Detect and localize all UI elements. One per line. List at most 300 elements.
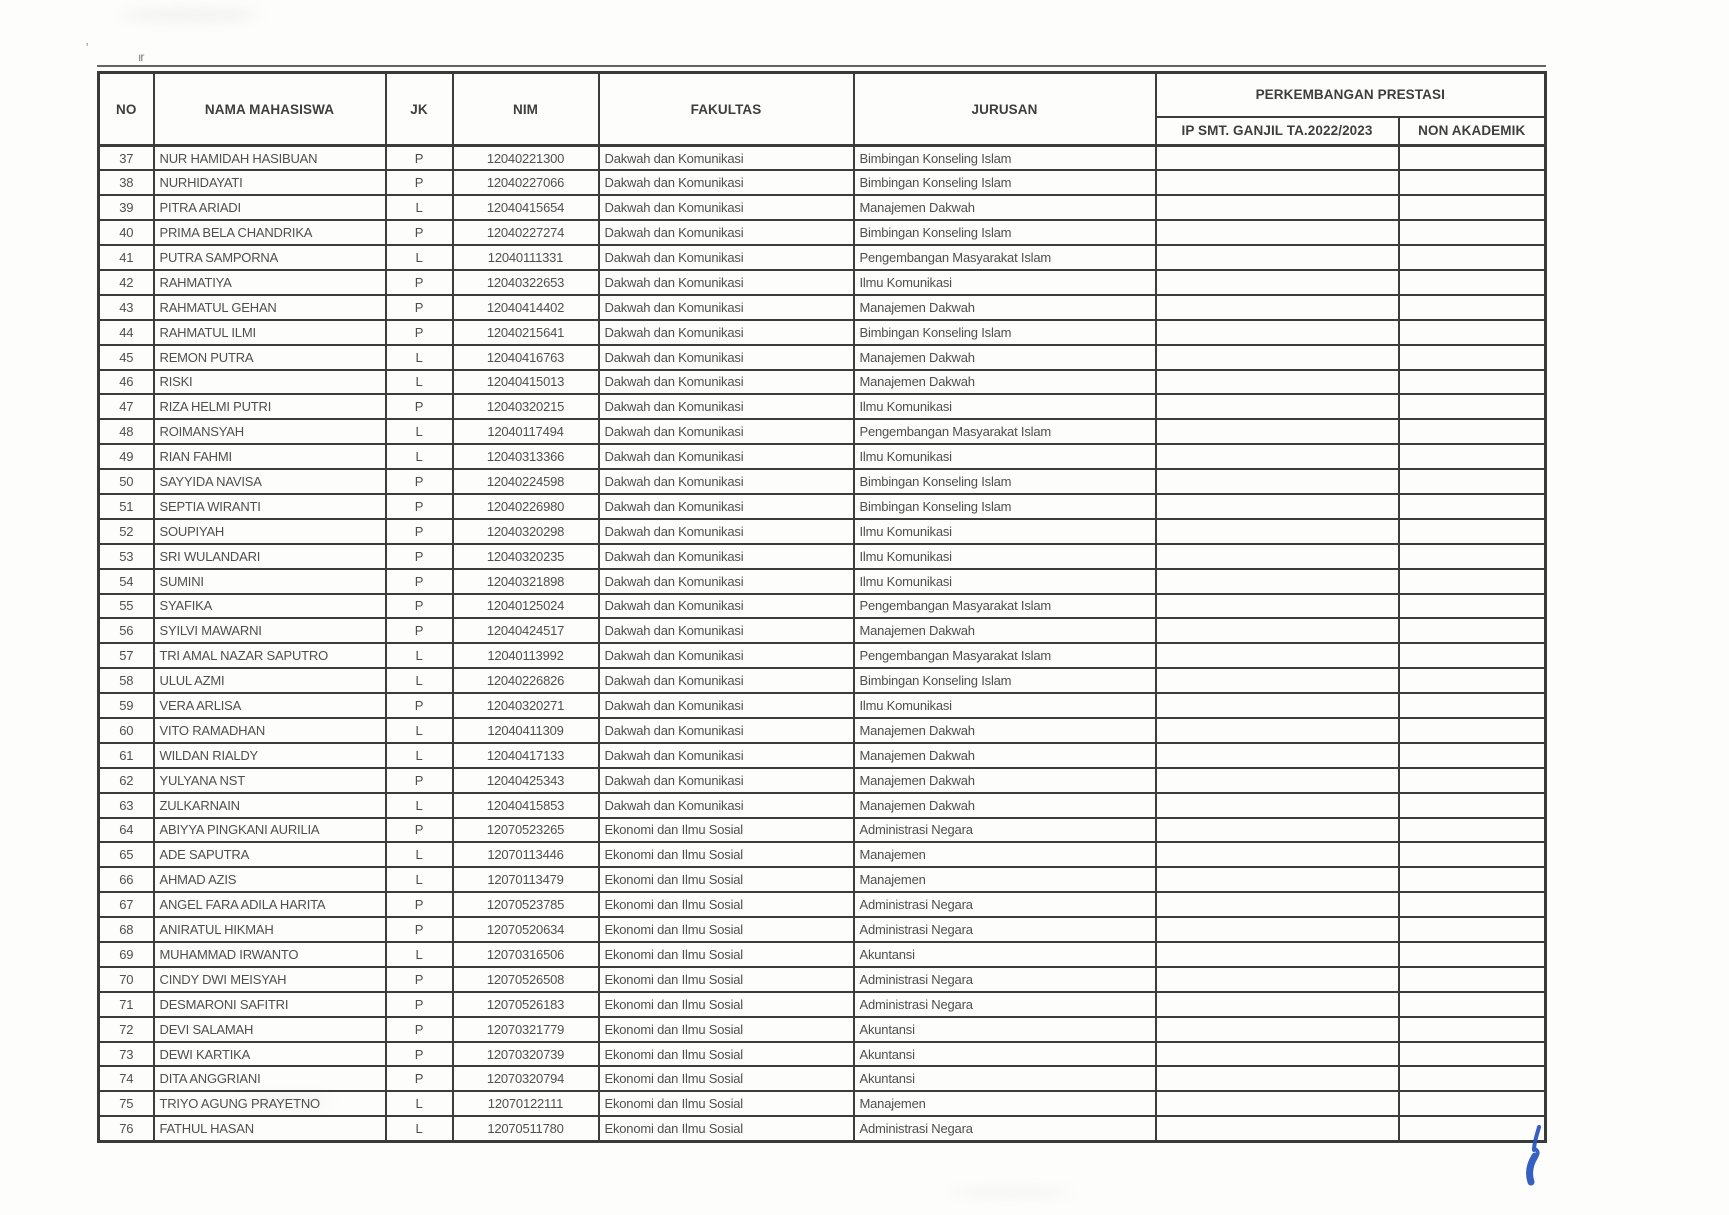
cell-jurusan: Administrasi Negara [854,892,1156,917]
cell-jurusan: Pengembangan Masyarakat Islam [854,643,1156,668]
cell-fakultas: Ekonomi dan Ilmu Sosial [599,967,854,992]
cell-non-akademik [1399,569,1546,594]
cell-ip-smt [1156,743,1399,768]
column-header-jk: JK [386,73,453,146]
cell-nim: 12040417133 [453,743,599,768]
cell-fakultas: Dakwah dan Komunikasi [599,544,854,569]
cell-ip-smt [1156,967,1399,992]
cell-non-akademik [1399,1017,1546,1042]
cell-no: 48 [99,419,154,444]
cell-nama: ROIMANSYAH [154,419,386,444]
cell-nama: DESMARONI SAFITRI [154,992,386,1017]
cell-fakultas: Dakwah dan Komunikasi [599,220,854,245]
cell-jk: L [386,444,453,469]
cell-non-akademik [1399,842,1546,867]
cell-jk: P [386,544,453,569]
cell-ip-smt [1156,519,1399,544]
cell-fakultas: Dakwah dan Komunikasi [599,320,854,345]
column-header-jurusan: JURUSAN [854,73,1156,146]
cell-ip-smt [1156,320,1399,345]
cell-jk: P [386,1042,453,1067]
cell-nim: 12040414402 [453,295,599,320]
table-row [99,519,1546,544]
cell-ip-smt [1156,170,1399,195]
cell-fakultas: Dakwah dan Komunikasi [599,668,854,693]
cell-jurusan: Pengembangan Masyarakat Islam [854,594,1156,619]
cell-jk: P [386,494,453,519]
cell-non-akademik [1399,992,1546,1017]
table-row [99,793,1546,818]
cell-jk: L [386,195,453,220]
cell-jk: L [386,867,453,892]
cell-nim: 12040117494 [453,419,599,444]
table-row [99,1017,1546,1042]
cell-ip-smt [1156,569,1399,594]
cell-nama: TRIYO AGUNG PRAYETNO [154,1091,386,1116]
cell-ip-smt [1156,245,1399,270]
cell-jurusan: Manajemen Dakwah [854,793,1156,818]
cell-fakultas: Ekonomi dan Ilmu Sosial [599,992,854,1017]
cell-nim: 12040226980 [453,494,599,519]
cell-jk: L [386,942,453,967]
cell-jurusan: Ilmu Komunikasi [854,693,1156,718]
cell-jurusan: Manajemen Dakwah [854,718,1156,743]
cell-jurusan: Akuntansi [854,1066,1156,1091]
cell-jk: P [386,818,453,843]
table-row [99,1091,1546,1116]
cell-nama: ANGEL FARA ADILA HARITA [154,892,386,917]
student-table-body [99,146,1546,1142]
cell-ip-smt [1156,220,1399,245]
cell-jk: P [386,146,453,171]
cell-no: 74 [99,1066,154,1091]
cell-fakultas: Ekonomi dan Ilmu Sosial [599,1116,854,1141]
cell-fakultas: Dakwah dan Komunikasi [599,295,854,320]
cell-jk: P [386,594,453,619]
cell-nama: WILDAN RIALDY [154,743,386,768]
cell-non-akademik [1399,967,1546,992]
table-row [99,1116,1546,1141]
table-row [99,942,1546,967]
cell-non-akademik [1399,942,1546,967]
cell-nama: SAYYIDA NAVISA [154,469,386,494]
cell-nim: 12040320215 [453,394,599,419]
cell-ip-smt [1156,1017,1399,1042]
cell-ip-smt [1156,618,1399,643]
cell-nim: 12070122111 [453,1091,599,1116]
cell-jurusan: Manajemen [854,867,1156,892]
table-row [99,743,1546,768]
cell-nim: 12040320298 [453,519,599,544]
table-row [99,370,1546,395]
cell-jurusan: Pengembangan Masyarakat Islam [854,245,1156,270]
cell-no: 58 [99,668,154,693]
cell-non-akademik [1399,519,1546,544]
cell-no: 75 [99,1091,154,1116]
cell-fakultas: Dakwah dan Komunikasi [599,519,854,544]
cell-fakultas: Dakwah dan Komunikasi [599,643,854,668]
cell-nim: 12070523785 [453,892,599,917]
cell-jk: L [386,718,453,743]
cell-jk: P [386,170,453,195]
table-row [99,419,1546,444]
cell-fakultas: Dakwah dan Komunikasi [599,768,854,793]
cell-non-akademik [1399,594,1546,619]
cell-non-akademik [1399,469,1546,494]
cell-nim: 12070511780 [453,1116,599,1141]
cell-non-akademik [1399,444,1546,469]
cell-jk: P [386,220,453,245]
cell-jk: P [386,1066,453,1091]
cell-nama: PRIMA BELA CHANDRIKA [154,220,386,245]
cell-nama: ZULKARNAIN [154,793,386,818]
cell-no: 51 [99,494,154,519]
cell-nim: 12070113446 [453,842,599,867]
cell-no: 57 [99,643,154,668]
cell-nim: 12040113992 [453,643,599,668]
cell-jk: P [386,917,453,942]
cell-non-akademik [1399,668,1546,693]
cell-no: 43 [99,295,154,320]
table-row [99,867,1546,892]
table-row [99,693,1546,718]
cell-non-akademik [1399,220,1546,245]
cell-nama: REMON PUTRA [154,345,386,370]
cell-no: 61 [99,743,154,768]
cell-nama: ULUL AZMI [154,668,386,693]
student-roster-table [97,71,1546,1143]
cell-jk: P [386,569,453,594]
cell-non-akademik [1399,345,1546,370]
column-header-nama: NAMA MAHASISWA [154,73,386,146]
cell-jk: L [386,668,453,693]
cell-no: 62 [99,768,154,793]
cell-fakultas: Dakwah dan Komunikasi [599,569,854,594]
cell-ip-smt [1156,370,1399,395]
cell-fakultas: Dakwah dan Komunikasi [599,270,854,295]
table-row [99,1042,1546,1067]
cell-jurusan: Bimbingan Konseling Islam [854,469,1156,494]
column-subheader-non-akademik: NON AKADEMIK [1399,117,1546,146]
cell-ip-smt [1156,718,1399,743]
cell-ip-smt [1156,195,1399,220]
cell-ip-smt [1156,295,1399,320]
cell-no: 46 [99,370,154,395]
cell-jurusan: Akuntansi [854,1017,1156,1042]
cell-nama: RIAN FAHMI [154,444,386,469]
cell-ip-smt [1156,494,1399,519]
cell-nim: 12040415654 [453,195,599,220]
cell-no: 44 [99,320,154,345]
table-row [99,917,1546,942]
cell-nim: 12040320235 [453,544,599,569]
cell-fakultas: Dakwah dan Komunikasi [599,146,854,171]
cell-fakultas: Ekonomi dan Ilmu Sosial [599,818,854,843]
cell-nama: NURHIDAYATI [154,170,386,195]
cell-nama: ANIRATUL HIKMAH [154,917,386,942]
cell-non-akademik [1399,170,1546,195]
column-header-perkembangan-prestasi: PERKEMBANGAN PRESTASI [1156,73,1546,117]
cell-jurusan: Manajemen Dakwah [854,345,1156,370]
cell-non-akademik [1399,743,1546,768]
cell-fakultas: Dakwah dan Komunikasi [599,419,854,444]
cell-fakultas: Dakwah dan Komunikasi [599,195,854,220]
table-row [99,818,1546,843]
cell-no: 76 [99,1116,154,1141]
cell-nim: 12040424517 [453,618,599,643]
cell-fakultas: Ekonomi dan Ilmu Sosial [599,1042,854,1067]
cell-non-akademik [1399,793,1546,818]
cell-jk: P [386,892,453,917]
cell-no: 72 [99,1017,154,1042]
cell-no: 40 [99,220,154,245]
cell-no: 42 [99,270,154,295]
cell-ip-smt [1156,693,1399,718]
table-row [99,1066,1546,1091]
cell-nama: PITRA ARIADI [154,195,386,220]
cell-non-akademik [1399,494,1546,519]
cell-fakultas: Dakwah dan Komunikasi [599,370,854,395]
cell-jurusan: Manajemen [854,1091,1156,1116]
cell-jurusan: Akuntansi [854,1042,1156,1067]
cell-non-akademik [1399,1066,1546,1091]
table-row [99,594,1546,619]
cell-no: 38 [99,170,154,195]
cell-nim: 12040226826 [453,668,599,693]
cell-nim: 12070520634 [453,917,599,942]
cell-jk: L [386,1116,453,1141]
cell-nama: RISKI [154,370,386,395]
cell-jurusan: Bimbingan Konseling Islam [854,494,1156,519]
table-row [99,494,1546,519]
cell-nim: 12040415853 [453,793,599,818]
cell-jurusan: Administrasi Negara [854,967,1156,992]
table-row [99,444,1546,469]
cell-nama: DEVI SALAMAH [154,1017,386,1042]
cell-nama: TRI AMAL NAZAR SAPUTRO [154,643,386,668]
cell-jurusan: Manajemen Dakwah [854,768,1156,793]
cell-nim: 12040313366 [453,444,599,469]
cell-nim: 12040415013 [453,370,599,395]
cell-no: 59 [99,693,154,718]
cell-jurusan: Manajemen Dakwah [854,743,1156,768]
cell-no: 54 [99,569,154,594]
cell-nama: SRI WULANDARI [154,544,386,569]
table-row [99,992,1546,1017]
cell-no: 70 [99,967,154,992]
cell-nama: NUR HAMIDAH HASIBUAN [154,146,386,171]
cell-fakultas: Dakwah dan Komunikasi [599,793,854,818]
cell-ip-smt [1156,942,1399,967]
cell-nama: SYILVI MAWARNI [154,618,386,643]
cell-jurusan: Ilmu Komunikasi [854,270,1156,295]
cell-no: 53 [99,544,154,569]
cell-jk: P [386,295,453,320]
cell-ip-smt [1156,992,1399,1017]
cell-nama: MUHAMMAD IRWANTO [154,942,386,967]
cell-nim: 12040425343 [453,768,599,793]
cell-fakultas: Ekonomi dan Ilmu Sosial [599,842,854,867]
cell-nim: 12040227066 [453,170,599,195]
table-row [99,718,1546,743]
cell-fakultas: Ekonomi dan Ilmu Sosial [599,1017,854,1042]
cell-non-akademik [1399,295,1546,320]
cell-ip-smt [1156,818,1399,843]
cell-no: 66 [99,867,154,892]
cell-no: 64 [99,818,154,843]
table-frame-double-line [97,65,1546,67]
table-row [99,569,1546,594]
cell-nama: SOUPIYAH [154,519,386,544]
cell-nama: RAHMATIYA [154,270,386,295]
cell-nim: 12070320739 [453,1042,599,1067]
cell-jk: L [386,643,453,668]
cell-ip-smt [1156,270,1399,295]
cell-nama: AHMAD AZIS [154,867,386,892]
cell-ip-smt [1156,146,1399,171]
cell-ip-smt [1156,594,1399,619]
table-header [99,73,1546,146]
cell-jurusan: Manajemen Dakwah [854,618,1156,643]
cell-ip-smt [1156,892,1399,917]
cell-jurusan: Bimbingan Konseling Islam [854,668,1156,693]
table-row [99,270,1546,295]
cell-jk: P [386,320,453,345]
cell-jk: P [386,1017,453,1042]
cell-ip-smt [1156,1042,1399,1067]
cell-jurusan: Manajemen Dakwah [854,370,1156,395]
cell-fakultas: Dakwah dan Komunikasi [599,718,854,743]
cell-fakultas: Ekonomi dan Ilmu Sosial [599,892,854,917]
cell-fakultas: Dakwah dan Komunikasi [599,494,854,519]
cell-no: 73 [99,1042,154,1067]
cell-fakultas: Dakwah dan Komunikasi [599,444,854,469]
cell-no: 52 [99,519,154,544]
cell-nim: 12040411309 [453,718,599,743]
cell-nim: 12070523265 [453,818,599,843]
cell-ip-smt [1156,1066,1399,1091]
cell-ip-smt [1156,345,1399,370]
cell-nama: RAHMATUL GEHAN [154,295,386,320]
table-row [99,345,1546,370]
cell-ip-smt [1156,793,1399,818]
cell-ip-smt [1156,842,1399,867]
cell-jurusan: Ilmu Komunikasi [854,569,1156,594]
cell-jk: P [386,693,453,718]
cell-jk: P [386,469,453,494]
cell-nama: VERA ARLISA [154,693,386,718]
cell-non-akademik [1399,544,1546,569]
cell-jk: P [386,618,453,643]
cell-non-akademik [1399,1091,1546,1116]
cell-no: 67 [99,892,154,917]
table-row [99,643,1546,668]
cell-non-akademik [1399,618,1546,643]
cell-no: 63 [99,793,154,818]
cell-nim: 12040416763 [453,345,599,370]
cell-nama: YULYANA NST [154,768,386,793]
table-row [99,146,1546,171]
scan-smudge [950,1188,1070,1197]
cell-jurusan: Manajemen Dakwah [854,295,1156,320]
cell-nim: 12070321779 [453,1017,599,1042]
cell-jurusan: Manajemen Dakwah [854,195,1156,220]
scan-speck-artifact: ' [86,40,89,55]
cell-non-akademik [1399,320,1546,345]
cell-nim: 12040321898 [453,569,599,594]
cell-ip-smt [1156,544,1399,569]
cell-nama: DEWI KARTIKA [154,1042,386,1067]
cell-no: 45 [99,345,154,370]
cell-jurusan: Bimbingan Konseling Islam [854,320,1156,345]
cell-jk: L [386,1091,453,1116]
cell-fakultas: Dakwah dan Komunikasi [599,245,854,270]
cell-nama: SEPTIA WIRANTI [154,494,386,519]
cell-nama: ABIYYA PINGKANI AURILIA [154,818,386,843]
cell-jk: P [386,270,453,295]
cell-no: 37 [99,146,154,171]
cell-non-akademik [1399,370,1546,395]
cell-ip-smt [1156,1091,1399,1116]
cell-non-akademik [1399,718,1546,743]
cell-non-akademik [1399,643,1546,668]
cell-nama: RAHMATUL ILMI [154,320,386,345]
cell-jk: L [386,842,453,867]
table-row [99,544,1546,569]
cell-no: 71 [99,992,154,1017]
cell-jk: P [386,992,453,1017]
cell-nim: 12070526183 [453,992,599,1017]
cell-fakultas: Dakwah dan Komunikasi [599,743,854,768]
cell-nim: 12040215641 [453,320,599,345]
cell-fakultas: Dakwah dan Komunikasi [599,469,854,494]
cell-nim: 12070113479 [453,867,599,892]
scan-smudge [120,8,260,22]
cell-nim: 12070316506 [453,942,599,967]
cell-non-akademik [1399,270,1546,295]
table-row [99,320,1546,345]
cell-fakultas: Dakwah dan Komunikasi [599,594,854,619]
cell-non-akademik [1399,1042,1546,1067]
cell-jk: L [386,743,453,768]
cell-jurusan: Akuntansi [854,942,1156,967]
cell-no: 39 [99,195,154,220]
table-row [99,295,1546,320]
cell-jk: P [386,768,453,793]
cell-no: 68 [99,917,154,942]
cell-ip-smt [1156,444,1399,469]
cell-jurusan: Ilmu Komunikasi [854,394,1156,419]
table-row [99,195,1546,220]
table-row [99,170,1546,195]
cell-nim: 12040111331 [453,245,599,270]
cell-jk: L [386,793,453,818]
cell-jk: L [386,370,453,395]
cell-jurusan: Administrasi Negara [854,917,1156,942]
cell-fakultas: Ekonomi dan Ilmu Sosial [599,942,854,967]
cell-ip-smt [1156,1116,1399,1141]
table-row [99,394,1546,419]
cell-ip-smt [1156,394,1399,419]
cell-no: 65 [99,842,154,867]
cell-jurusan: Manajemen [854,842,1156,867]
cell-nim: 12040227274 [453,220,599,245]
column-header-nim: NIM [453,73,599,146]
cell-nama: DITA ANGGRIANI [154,1066,386,1091]
table-row [99,618,1546,643]
cell-non-akademik [1399,917,1546,942]
cell-non-akademik [1399,245,1546,270]
